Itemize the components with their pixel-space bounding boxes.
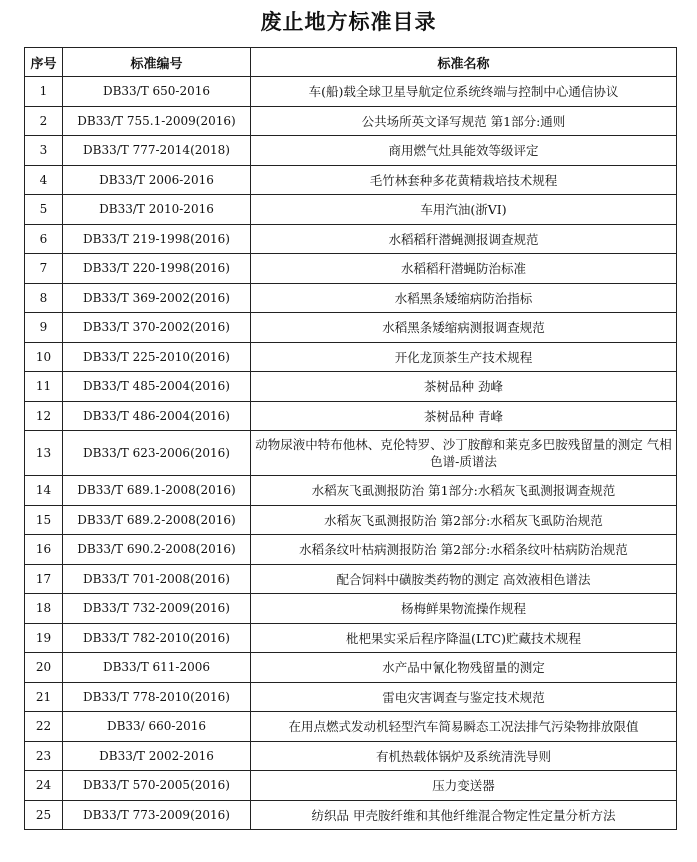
row-code: DB33/T 690.2-2008(2016) <box>63 535 251 565</box>
table-row <box>25 535 677 565</box>
row-no: 16 <box>25 535 63 565</box>
row-code: DB33/ 660-2016 <box>63 712 251 742</box>
row-no: 22 <box>25 712 63 742</box>
table-row <box>25 594 677 624</box>
row-no: 18 <box>25 594 63 624</box>
table-row <box>25 623 677 653</box>
row-name: 水稻条纹叶枯病测报防治 第2部分:水稻条纹叶枯病防治规范 <box>251 535 677 565</box>
table-row <box>25 165 677 195</box>
row-no: 11 <box>25 372 63 402</box>
table-row <box>25 224 677 254</box>
row-no: 23 <box>25 741 63 771</box>
table-row <box>25 254 677 284</box>
row-name: 水稻灰飞虱测报防治 第2部分:水稻灰飞虱防治规范 <box>251 505 677 535</box>
row-no: 25 <box>25 800 63 830</box>
table-row <box>25 283 677 313</box>
row-name: 车用汽油(浙VI) <box>251 195 677 225</box>
row-name: 水稻灰飞虱测报防治 第1部分:水稻灰飞虱测报调查规范 <box>251 476 677 506</box>
row-code: DB33/T 755.1-2009(2016) <box>63 106 251 136</box>
row-code: DB33/T 611-2006 <box>63 653 251 683</box>
row-no: 13 <box>25 431 63 476</box>
row-no: 17 <box>25 564 63 594</box>
row-name: 压力变送器 <box>251 771 677 801</box>
row-name: 纺织品 甲壳胺纤维和其他纤维混合物定性定量分析方法 <box>251 800 677 830</box>
row-code: DB33/T 486-2004(2016) <box>63 401 251 431</box>
row-name: 动物尿液中特布他林、克伦特罗、沙丁胺醇和莱克多巴胺残留量的测定 气相色谱-质谱法 <box>251 431 677 476</box>
row-no: 8 <box>25 283 63 313</box>
table-row <box>25 741 677 771</box>
row-no: 4 <box>25 165 63 195</box>
table-row <box>25 476 677 506</box>
row-name: 车(船)载全球卫星导航定位系统终端与控制中心通信协议 <box>251 77 677 107</box>
row-no: 9 <box>25 313 63 343</box>
table-row <box>25 372 677 402</box>
row-no: 2 <box>25 106 63 136</box>
header-name: 标准名称 <box>251 48 677 77</box>
row-name: 水稻稻秆潜蝇防治标准 <box>251 254 677 284</box>
row-no: 1 <box>25 77 63 107</box>
row-code: DB33/T 689.2-2008(2016) <box>63 505 251 535</box>
row-name: 枇杷果实采后程序降温(LTC)贮藏技术规程 <box>251 623 677 653</box>
row-name: 公共场所英文译写规范 第1部分:通则 <box>251 106 677 136</box>
row-no: 12 <box>25 401 63 431</box>
table-row <box>25 712 677 742</box>
row-no: 6 <box>25 224 63 254</box>
row-name: 茶树品种 青峰 <box>251 401 677 431</box>
table-row <box>25 136 677 166</box>
row-name: 茶树品种 劲峰 <box>251 372 677 402</box>
row-code: DB33/T 773-2009(2016) <box>63 800 251 830</box>
row-code: DB33/T 570-2005(2016) <box>63 771 251 801</box>
table-header-row <box>25 48 677 77</box>
row-code: DB33/T 225-2010(2016) <box>63 342 251 372</box>
row-name: 商用燃气灶具能效等级评定 <box>251 136 677 166</box>
row-no: 15 <box>25 505 63 535</box>
row-name: 毛竹林套种多花黄精栽培技术规程 <box>251 165 677 195</box>
row-code: DB33/T 2010-2016 <box>63 195 251 225</box>
row-code: DB33/T 220-1998(2016) <box>63 254 251 284</box>
page-title: 废止地方标准目录 <box>260 10 437 34</box>
table-row <box>25 106 677 136</box>
table-row <box>25 313 677 343</box>
row-code: DB33/T 369-2002(2016) <box>63 283 251 313</box>
header-code: 标准编号 <box>63 48 251 77</box>
table-row <box>25 431 677 476</box>
row-code: DB33/T 689.1-2008(2016) <box>63 476 251 506</box>
row-name: 水稻黑条矮缩病测报调查规范 <box>251 313 677 343</box>
row-code: DB33/T 623-2006(2016) <box>63 431 251 476</box>
row-no: 3 <box>25 136 63 166</box>
table-row <box>25 77 677 107</box>
row-code: DB33/T 2002-2016 <box>63 741 251 771</box>
row-no: 24 <box>25 771 63 801</box>
row-name: 水稻黑条矮缩病防治指标 <box>251 283 677 313</box>
row-no: 7 <box>25 254 63 284</box>
row-code: DB33/T 777-2014(2018) <box>63 136 251 166</box>
row-code: DB33/T 732-2009(2016) <box>63 594 251 624</box>
table-row <box>25 564 677 594</box>
row-no: 14 <box>25 476 63 506</box>
row-code: DB33/T 485-2004(2016) <box>63 372 251 402</box>
row-no: 10 <box>25 342 63 372</box>
table-row <box>25 800 677 830</box>
row-code: DB33/T 701-2008(2016) <box>63 564 251 594</box>
table-row <box>25 505 677 535</box>
row-code: DB33/T 778-2010(2016) <box>63 682 251 712</box>
table-row <box>25 682 677 712</box>
row-no: 5 <box>25 195 63 225</box>
row-name: 杨梅鲜果物流操作规程 <box>251 594 677 624</box>
table-row <box>25 342 677 372</box>
row-no: 20 <box>25 653 63 683</box>
row-code: DB33/T 2006-2016 <box>63 165 251 195</box>
standards-table <box>24 47 677 830</box>
row-name: 有机热载体锅炉及系统清洗导则 <box>251 741 677 771</box>
row-code: DB33/T 370-2002(2016) <box>63 313 251 343</box>
row-no: 19 <box>25 623 63 653</box>
row-name: 开化龙顶茶生产技术规程 <box>251 342 677 372</box>
row-code: DB33/T 650-2016 <box>63 77 251 107</box>
row-name: 在用点燃式发动机轻型汽车简易瞬态工况法排气污染物排放限值 <box>251 712 677 742</box>
table-row <box>25 771 677 801</box>
row-name: 雷电灾害调查与鉴定技术规范 <box>251 682 677 712</box>
table-row <box>25 401 677 431</box>
row-name: 水产品中氰化物残留量的测定 <box>251 653 677 683</box>
row-no: 21 <box>25 682 63 712</box>
table-row <box>25 195 677 225</box>
row-name: 水稻稻秆潜蝇测报调查规范 <box>251 224 677 254</box>
row-code: DB33/T 782-2010(2016) <box>63 623 251 653</box>
row-name: 配合饲料中磺胺类药物的测定 高效液相色谱法 <box>251 564 677 594</box>
table-row <box>25 653 677 683</box>
row-code: DB33/T 219-1998(2016) <box>63 224 251 254</box>
header-no: 序号 <box>25 48 63 77</box>
